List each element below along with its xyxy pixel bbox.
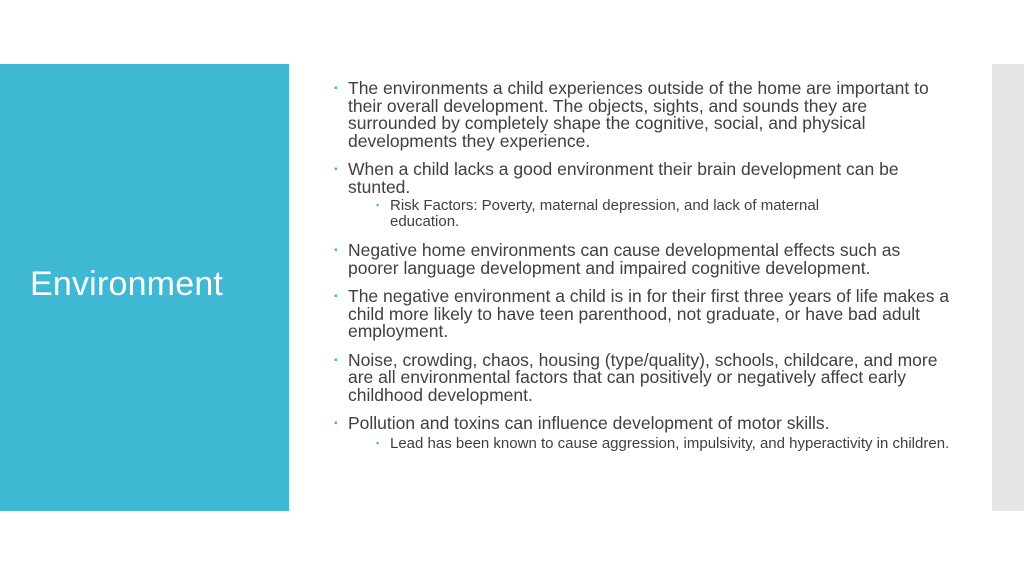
bullet-marker-icon: ▪	[334, 291, 338, 302]
bullet-text: Noise, crowding, chaos, housing (type/quality), schools, childcare, and more are all environmental factors that can positively or negatively affect early childhood development.	[348, 349, 938, 405]
bullet-marker-icon: ▪	[334, 83, 338, 94]
bullet-marker-icon: ▪	[334, 164, 338, 175]
sub-bullet-text: Risk Factors: Poverty, maternal depression, and lack of maternal education.	[390, 197, 820, 230]
bullet-marker-icon: ▪	[334, 245, 338, 256]
right-side-bar	[992, 64, 1024, 511]
bullet-text: Negative home environments can cause developmental effects such as poorer language development and impaired cognitive development.	[348, 240, 901, 278]
bullet-text: Pollution and toxins can influence development of motor skills.	[348, 413, 830, 433]
sub-bullet-item	[332, 198, 952, 229]
bullet-marker-icon: ▪	[334, 354, 338, 366]
bullet-item	[332, 161, 952, 196]
bullet-item	[332, 288, 952, 341]
sub-bullet-item	[332, 436, 952, 452]
bullet-marker-icon: ▪	[376, 200, 380, 210]
bullet-item	[332, 242, 952, 277]
slide-title: Environment	[30, 265, 224, 303]
sub-bullet-text: Lead has been known to cause aggression, impulsivity, and hyperactivity in children.	[390, 434, 950, 452]
bullet-list	[332, 80, 952, 451]
bullet-item	[332, 349, 952, 405]
bullet-text: When a child lacks a good environment their brain development can be stunted.	[348, 159, 899, 197]
bullet-item	[332, 80, 952, 150]
bullet-text: The negative environment a child is in for their first three years of life makes a child more likely to have teen parenthood, not graduate, or have bad adult employment.	[348, 286, 950, 341]
bullet-marker-icon: ▪	[334, 418, 338, 429]
bullet-marker-icon: ▪	[376, 437, 380, 448]
bullet-item	[332, 415, 952, 433]
bullet-text: The environments a child experiences outside of the home are important to their overall development. The objects, sights, and sounds they are surrounded by completely shape the cognitive, social, and physical developments they experience.	[348, 78, 929, 151]
